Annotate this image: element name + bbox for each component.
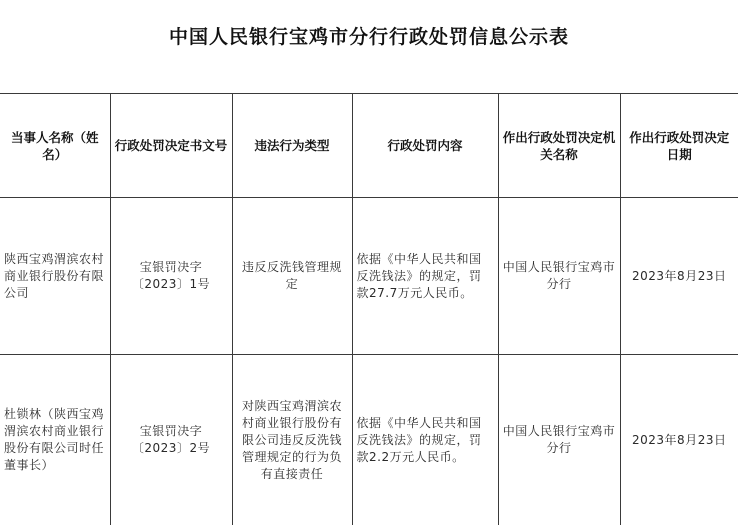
table-row <box>0 355 738 525</box>
cell-doc-no: 宝银罚决字〔2023〕2号 <box>110 355 232 525</box>
header-violation: 违法行为类型 <box>232 94 352 198</box>
header-authority: 作出行政处罚决定机关名称 <box>498 94 620 198</box>
table-header-row <box>0 94 738 198</box>
cell-authority: 中国人民银行宝鸡市分行 <box>498 198 620 355</box>
table-row <box>0 198 738 355</box>
header-party: 当事人名称（姓名） <box>0 94 110 198</box>
page-title: 中国人民银行宝鸡市分行行政处罚信息公示表 <box>0 22 738 49</box>
header-doc-no: 行政处罚决定书文号 <box>110 94 232 198</box>
cell-violation: 违反反洗钱管理规定 <box>232 198 352 355</box>
header-penalty: 行政处罚内容 <box>352 94 498 198</box>
cell-penalty: 依据《中华人民共和国反洗钱法》的规定，罚款2.2万元人民币。 <box>352 355 498 525</box>
cell-penalty: 依据《中华人民共和国反洗钱法》的规定，罚款27.7万元人民币。 <box>352 198 498 355</box>
cell-authority: 中国人民银行宝鸡市分行 <box>498 355 620 525</box>
penalty-table <box>0 93 738 525</box>
cell-date: 2023年8月23日 <box>620 355 738 525</box>
header-date: 作出行政处罚决定日期 <box>620 94 738 198</box>
cell-doc-no: 宝银罚决字〔2023〕1号 <box>110 198 232 355</box>
cell-date: 2023年8月23日 <box>620 198 738 355</box>
cell-violation: 对陕西宝鸡渭滨农村商业银行股份有限公司违反反洗钱管理规定的行为负有直接责任 <box>232 355 352 525</box>
cell-party: 杜锁林（陕西宝鸡渭滨农村商业银行股份有限公司时任董事长） <box>0 355 110 525</box>
cell-party: 陕西宝鸡渭滨农村商业银行股份有限公司 <box>0 198 110 355</box>
